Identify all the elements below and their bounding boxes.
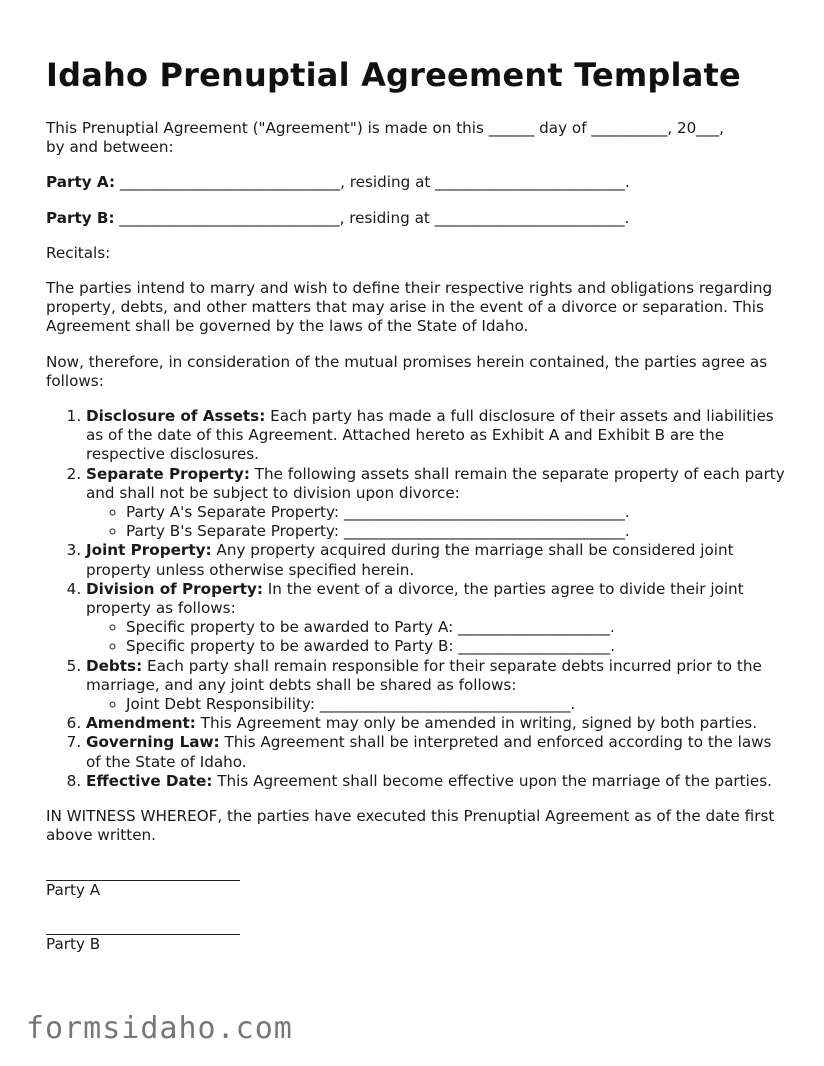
clause-text: This Agreement shall become effective upon the marriage of the parties. [212, 771, 772, 790]
clause-debts [86, 657, 786, 715]
clause-text: This Agreement may only be amended in writing, signed by both parties. [195, 714, 758, 733]
signature-block-party-b [46, 933, 786, 954]
party-a-label: Party A: [46, 173, 116, 192]
intro-line-2: by and between: [46, 138, 174, 157]
debts-sublist [86, 695, 786, 714]
clause-title: Joint Property: [86, 541, 212, 560]
clause-text: This Agreement shall be interpreted and enforced according to the laws of the State of Idaho. [86, 733, 772, 771]
clause-title: Disclosure of Assets: [86, 407, 266, 426]
clause-separate-property [86, 465, 786, 542]
clause-text: Each party has made a full disclosure of their assets and liabilities as of the date of this Agreement. Attached hereto as Exhibit A and Exhibit B are the respective disclosures. [86, 407, 774, 464]
recitals-heading: Recitals: [46, 243, 111, 262]
clause-governing-law [86, 733, 786, 771]
clause-amendment [86, 714, 786, 733]
clause-text: The following assets shall remain the separate property of each party and shall not be subject to division upon divorce: [86, 464, 785, 502]
clause-title: Amendment: [86, 714, 196, 733]
clause-title: Separate Property: [86, 464, 250, 483]
clause-title: Effective Date: [86, 771, 213, 790]
clause-text: In the event of a divorce, the parties agree to divide their joint property as follows: [86, 579, 744, 618]
clause-disclosure [86, 407, 786, 465]
sub-item: ◦ Party B's Separate Property: _____________________________________. [126, 522, 786, 541]
witness-paragraph: IN WITNESS WHEREOF, the parties have executed this Prenuptial Agreement as of the date first above written. [46, 807, 775, 845]
party-b-blank: _____________________________, residing at _________________________. [114, 208, 630, 227]
division-sublist [86, 618, 786, 656]
party-b-line [46, 209, 786, 228]
recitals-paragraph: The parties intend to marry and wish to define their respective rights and obligations regarding property, debts, and other matters that may arise in the event of a divorce or separation. This Agreement shall be governed by the laws of the State of Idaho. [46, 279, 773, 336]
site-watermark: formsidaho.com [26, 1011, 293, 1046]
document-body [46, 119, 786, 954]
signature-block-party-a [46, 879, 786, 900]
separate-property-sublist [86, 503, 786, 541]
clause-text: Any property acquired during the marriage shall be considered joint property unless otherwise specified herein. [86, 541, 734, 579]
clause-title: Division of Property: [86, 579, 263, 598]
intro-paragraph [46, 119, 786, 157]
clause-title: Debts: [86, 656, 143, 675]
clause-joint-property [86, 541, 786, 579]
sub-item: ◦ Specific property to be awarded to Party B: ____________________. [126, 637, 786, 656]
party-b-label: Party B: [46, 208, 115, 227]
signature-label: Party A [46, 880, 101, 899]
clause-division-of-property [86, 580, 786, 657]
signature-label: Party B [46, 934, 101, 953]
clauses-list [46, 407, 786, 791]
consideration-paragraph: Now, therefore, in consideration of the mutual promises herein contained, the parties agree as follows: [46, 352, 768, 390]
clause-effective-date [86, 772, 786, 791]
clause-title: Governing Law: [86, 733, 220, 752]
clause-text: Each party shall remain responsible for their separate debts incurred prior to the marriage, and any joint debts shall be shared as follows: [86, 656, 762, 694]
party-a-line [46, 173, 786, 192]
sub-item: ◦ Specific property to be awarded to Party A: ____________________. [126, 618, 786, 637]
party-a-blank: _____________________________, residing at _________________________. [115, 173, 630, 192]
sub-item: ◦ Joint Debt Responsibility: _________________________________. [126, 695, 786, 714]
intro-line-1: This Prenuptial Agreement ("Agreement") is made on this ______ day of __________, 20___, [46, 119, 724, 137]
sub-item: ◦ Party A's Separate Property: _____________________________________. [126, 503, 786, 522]
document-title: Idaho Prenuptial Agreement Template [46, 56, 741, 94]
